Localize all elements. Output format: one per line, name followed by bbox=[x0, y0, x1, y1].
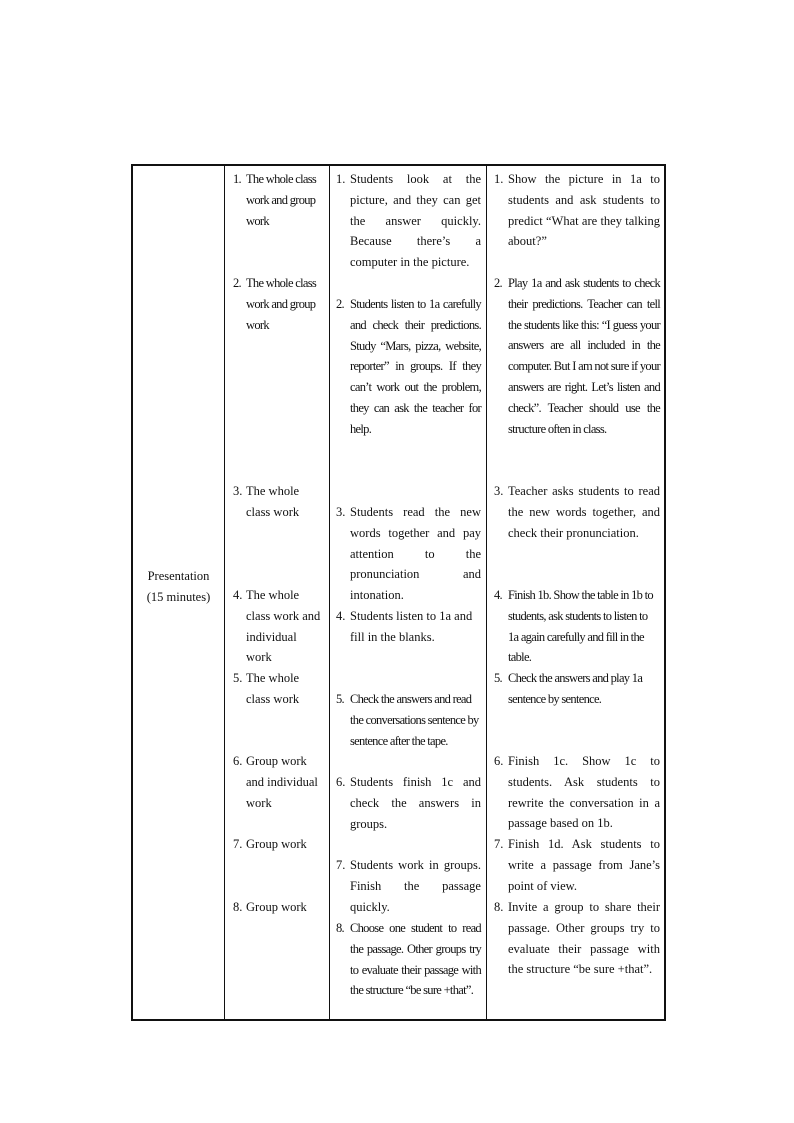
activity-type-item: 5. The whole class work bbox=[233, 671, 300, 706]
teacher-activity-item: 7. Finish 1d. Ask students to write a passage from Jane’s point of view. bbox=[494, 837, 660, 893]
activity-type-item: 8. Group work bbox=[233, 900, 307, 914]
student-activity-item: 8. Choose one student to read the passage. Other groups try to evaluate their passage with the structure “be sure +that”. bbox=[336, 921, 481, 998]
activity-type-item: 2. The whole class work and group work bbox=[233, 276, 317, 332]
teacher-activity-item: 4. Finish 1b. Show the table in 1b to students, ask students to listen to 1a again carefully and fill in the table. bbox=[494, 588, 653, 665]
activity-type-item: 4. The whole class work and individual work bbox=[233, 588, 321, 665]
column-divider bbox=[486, 166, 487, 1019]
activity-type-item: 6. Group work and individual work bbox=[233, 754, 318, 810]
teacher-activity-item: 2. Play 1a and ask students to check their predictions. Teacher can tell the students like this: “I guess your answers are all included in the computer. But I am not sure if your answers are right. Let’s listen and check”. Teacher should use the structure often in class. bbox=[494, 276, 660, 436]
stage-cell bbox=[133, 566, 224, 608]
student-activity-item: 1. Students look at the picture, and they can get the answer quickly. Because there’s a computer in the picture. bbox=[336, 172, 481, 270]
stage-time: (15 minutes) bbox=[146, 590, 211, 604]
lesson-plan-table bbox=[131, 164, 666, 1021]
activity-type-item: 7. Group work bbox=[233, 837, 307, 851]
column-divider bbox=[224, 166, 225, 1019]
stage-name: Presentation bbox=[147, 569, 210, 583]
student-activity-item: 6. Students finish 1c and check the answers in groups. bbox=[336, 775, 481, 831]
teacher-activity-item: 6. Finish 1c. Show 1c to students. Ask students to rewrite the conversation in a passage based on 1b. bbox=[494, 754, 660, 831]
student-activity-item: 2. Students listen to 1a carefully and check their predictions. Study “Mars, pizza, website, reporter” in groups. If they can’t work out the problem, they can ask the teacher for help. bbox=[336, 297, 481, 436]
student-activity-item: 4. Students listen to 1a and fill in the blanks. bbox=[336, 609, 473, 644]
column-divider bbox=[329, 166, 330, 1019]
teacher-activity-item: 3. Teacher asks students to read the new words together, and check their pronunciation. bbox=[494, 484, 660, 540]
teacher-activity-item: 5. Check the answers and play 1a sentence by sentence. bbox=[494, 671, 643, 706]
activity-type-item: 3. The whole class work bbox=[233, 484, 300, 519]
student-activity-item: 5. Check the answers and read the conversations sentence by sentence after the tape. bbox=[336, 692, 479, 748]
student-activity-item: 7. Students work in groups. Finish the passage quickly. bbox=[336, 858, 481, 914]
teacher-activity-item: 1. Show the picture in 1a to students and ask students to predict “What are they talking about?” bbox=[494, 172, 660, 249]
student-activity-item: 3. Students read the new words together and pay attention to the pronunciation and intonation. bbox=[336, 505, 481, 603]
activity-type-item: 1. The whole class work and group work bbox=[233, 172, 317, 228]
teacher-activity-item: 8. Invite a group to share their passage. Other groups try to evaluate their passage with the structure “be sure +that”. bbox=[494, 900, 660, 977]
